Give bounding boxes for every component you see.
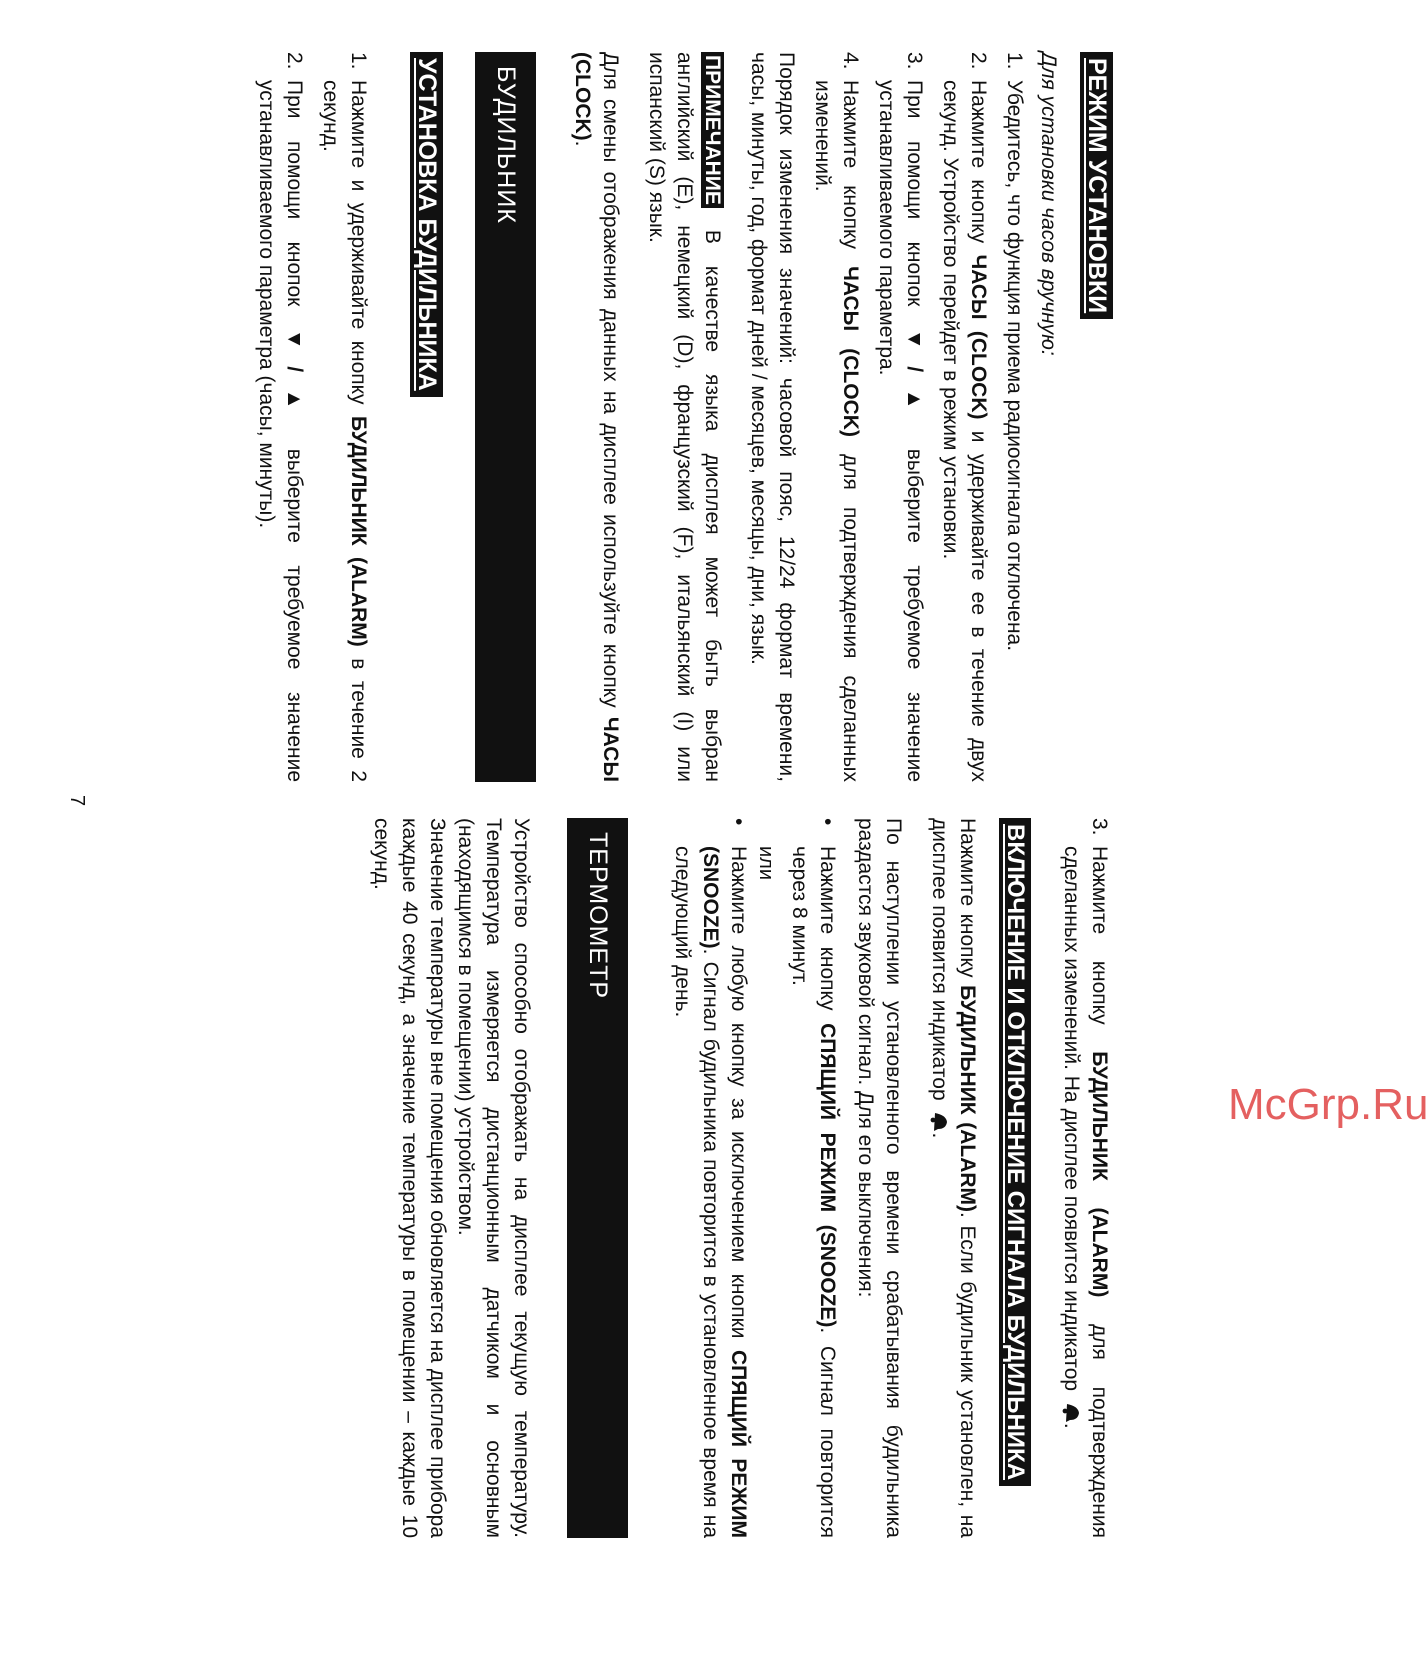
bell-icon [930, 1110, 950, 1132]
list-item: 3. Нажмите кнопку БУДИЛЬНИК (ALARM) для подтверждения сделанных изменений. На дисплее появится индикатор . [1060, 818, 1111, 1538]
list-item: • Нажмите любую кнопку за исключением кнопки СПЯЩИЙ РЕЖИМ (SNOOZE). Сигнал будильника повторится в установленное время на следующий день. [668, 818, 752, 1538]
note-paragraph: ПРИМЕЧАНИЕ В качестве языка дисплея может быть выбран английский (E), немецкий (D), французский (F), итальянский (I) или испанский (S) язык. [645, 52, 724, 782]
order-text: Порядок изменения значений: часовой пояс, 12/24 формат времени, часы, минуты, год, формат дней / месяцев, месяцы, дни, язык. [747, 52, 798, 782]
list-item: 2. Нажмите кнопку ЧАСЫ (CLOCK) и удерживайте ее в течение двух секунд. Устройство перейдет в режим установки. [939, 52, 990, 782]
mode-heading: РЕЖИМ УСТАНОВКИ [1080, 52, 1113, 319]
page-number: 7 [66, 795, 88, 807]
setup-steps [808, 52, 1028, 782]
thermometer-text-1: Устройство способно отображать на дисплее текущую температуру. Температура измеряется дистанционным датчиком и основным (находящимся в помещении) устройством. [454, 818, 533, 1538]
bullet-icon: • [816, 818, 839, 826]
alarm-setup-heading: УСТАНОВКА БУДИЛЬНИКА [410, 52, 443, 397]
list-item: 4. Нажмите кнопку ЧАСЫ (CLOCK) для подтверждения сделанных изменений. [811, 52, 862, 782]
list-item: 3. При помощи кнопок ▼/▲ выберите требуемое значение устанавливаемого параметра. [875, 52, 926, 783]
list-item: • Нажмите кнопку СПЯЩИЙ РЕЖИМ (SNOOZE). Сигнал повторится через 8 минут. [785, 818, 841, 1538]
intro-text: Для установки часов вручную: [1037, 52, 1060, 356]
alarm-section-bar: БУДИЛЬНИК [475, 52, 536, 782]
ring-text: По наступлении установленного времени срабатывания будильника раздастся звуковой сигнал. Для его выключения: [854, 818, 905, 1538]
alarm-on-text: Нажмите кнопку БУДИЛЬНИК (ALARM). Если будильник установлен, на дисплее появится индикатор . [928, 818, 979, 1538]
thermometer-text-2: Значение температуры вне помещения обновляется на дисплее прибора каждые 40 секунд, а значение температуры в помещении – каждые 10 секунд. [370, 818, 449, 1538]
bullet-icon: • [727, 818, 750, 826]
bell-icon [1062, 1401, 1082, 1423]
or-label: или [755, 846, 777, 881]
alarm-steps [252, 52, 372, 782]
list-item: 2. При помощи кнопок ▼/▲ выберите требуемое значение устанавливаемого параметра (часы, минуты). [255, 52, 306, 783]
thermometer-section-bar: ТЕРМОМЕТР [567, 818, 628, 1538]
alarm-on-off-heading: ВКЛЮЧЕНИЕ И ОТКЛЮЧЕНИЕ СИГНАЛА БУДИЛЬНИКА [999, 818, 1031, 1486]
watermark: McGrp.Ru [1228, 1080, 1428, 1129]
note-label: ПРИМЕЧАНИЕ [701, 52, 724, 208]
list-item: 1. Нажмите и удерживайте кнопку БУДИЛЬНИК (ALARM) в течение 2 секунд. [319, 52, 370, 782]
right-column [367, 818, 1113, 1538]
left-column [244, 52, 1113, 782]
switch-display-text: Для смены отображения данных на дисплее используйте кнопку ЧАСЫ (CLOCK). [571, 52, 622, 782]
list-item: 1. Убедитесь, что функция приема радиосигнала отключена. [1003, 52, 1026, 652]
